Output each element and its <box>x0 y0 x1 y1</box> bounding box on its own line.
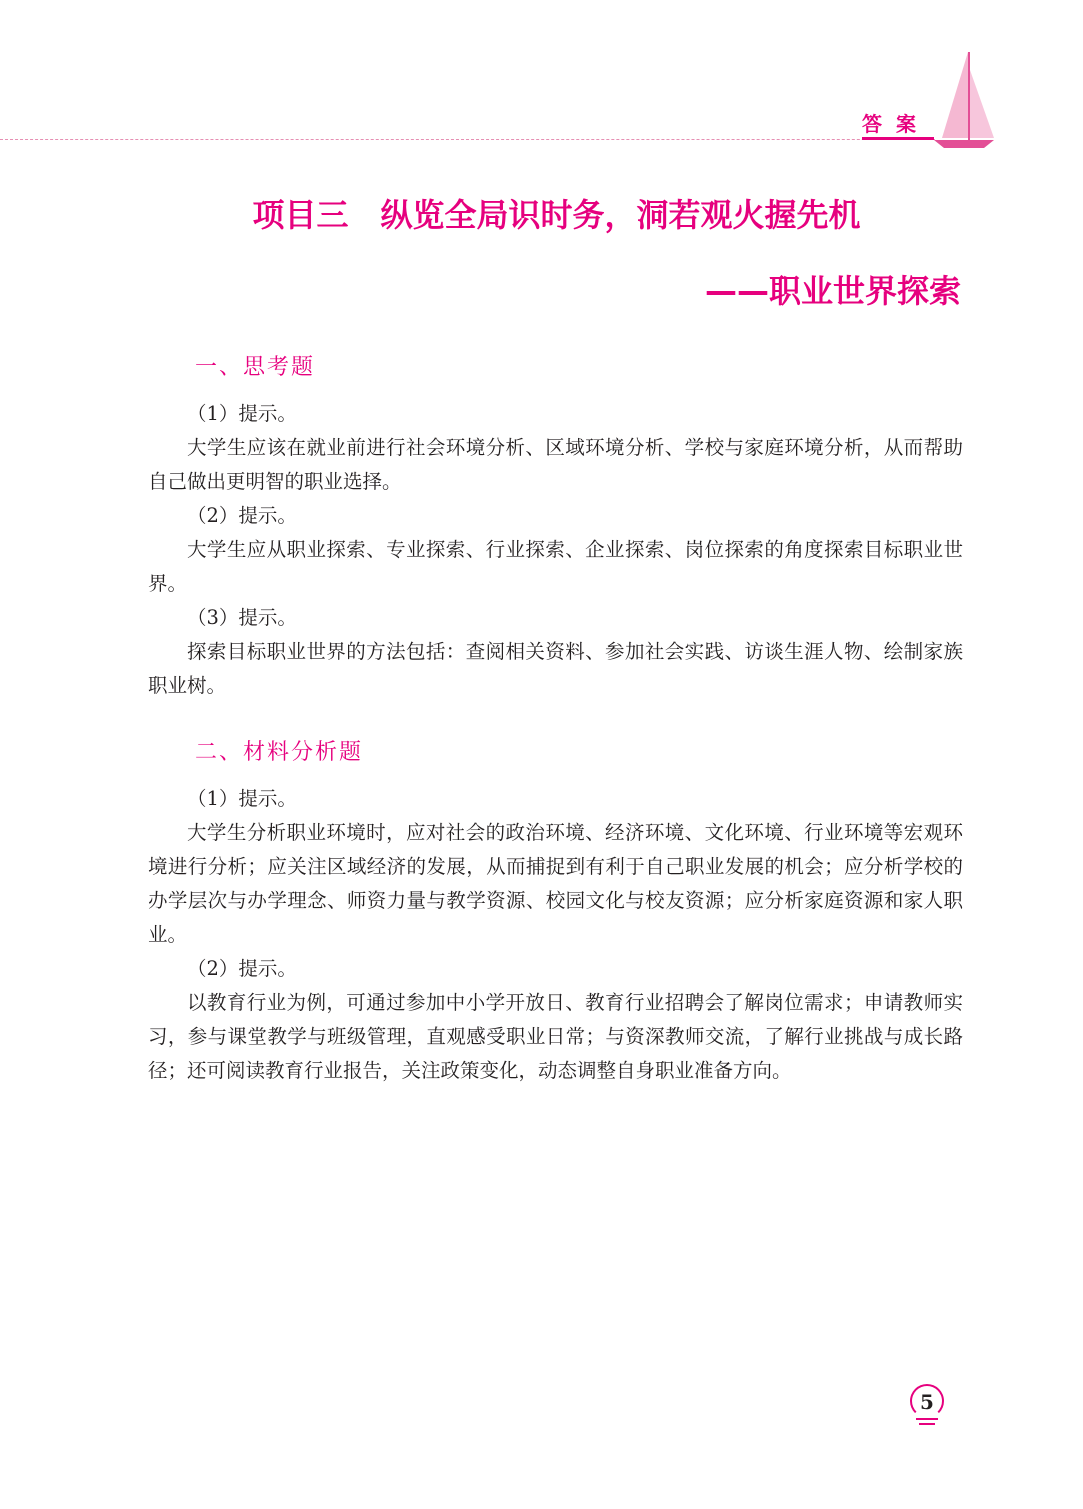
header-label: 答案 <box>862 112 930 136</box>
section-body-2 <box>148 782 963 1088</box>
header-dashed-line <box>0 139 935 140</box>
answer-paragraph: 大学生应从职业探索、专业探索、行业探索、企业探索、岗位探索的角度探索目标职业世界。 <box>148 538 963 595</box>
hint-label: （1）提示。 <box>187 787 297 810</box>
header-underline <box>862 137 934 140</box>
section-heading-2: 二、材料分析题 <box>195 740 364 765</box>
page-number-badge <box>906 1384 948 1418</box>
page-subtitle: ——职业世界探索 <box>704 272 961 310</box>
answer-paragraph: 大学生分析职业环境时，应对社会的政治环境、经济环境、文化环境、行业环境等宏观环境进行分析；应关注区域经济的发展，从而捕捉到有利于自己职业发展的机会；应分析学校的办学层次与办学理念、师资力量与教学资源、校园文化与校友资源；应分析家庭资源和家人职业。 <box>148 821 963 946</box>
page-number-underline <box>916 1418 938 1420</box>
sailboat-icon <box>928 50 998 152</box>
answer-paragraph: 以教育行业为例，可通过参加中小学开放日、教育行业招聘会了解岗位需求；申请教师实习，参与课堂教学与班级管理，直观感受职业日常；与资深教师交流，了解行业挑战与成长路径；还可阅读教育行业报告，关注政策变化，动态调整自身职业准备方向。 <box>148 991 963 1082</box>
hint-label: （2）提示。 <box>187 957 297 980</box>
page-number: 5 <box>920 1390 934 1414</box>
page-number-underline <box>919 1423 935 1425</box>
hint-label: （1）提示。 <box>187 402 297 425</box>
answer-paragraph: 探索目标职业世界的方法包括：查阅相关资料、参加社会实践、访谈生涯人物、绘制家族职业树。 <box>148 640 963 697</box>
hint-label: （2）提示。 <box>187 504 297 527</box>
section-body-1 <box>148 397 963 703</box>
answer-paragraph: 大学生应该在就业前进行社会环境分析、区域环境分析、学校与家庭环境分析，从而帮助自己做出更明智的职业选择。 <box>148 436 963 493</box>
page-title: 项目三 纵览全局识时务，洞若观火握先机 <box>252 196 861 234</box>
section-heading-1: 一、思考题 <box>195 355 316 380</box>
hint-label: （3）提示。 <box>187 606 297 629</box>
